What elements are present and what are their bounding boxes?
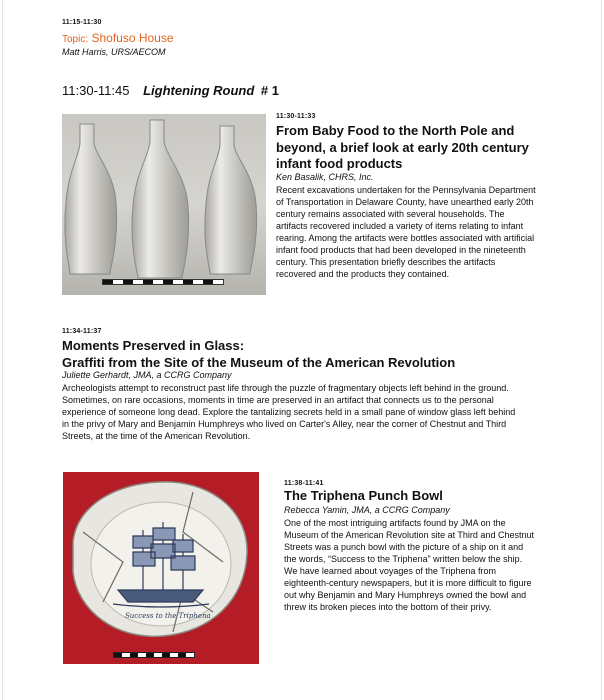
abstract-line: rearing. Among the artifacts were bottles associated with artificial: [276, 233, 535, 243]
punch-bowl-photo: [63, 472, 259, 664]
right-frame-line: [601, 0, 602, 700]
talk3-time: 11:38-11:41: [284, 480, 324, 487]
bottle-right: [205, 126, 257, 274]
abstract-line: Sometimes, on rare occasions, moments in time are preserved in an artifact that connects us to the personal: [62, 395, 494, 405]
abstract-line: Archeologists attempt to reconstruct past life through the puzzle of fragmentary objects left behind in the ground.: [62, 383, 509, 393]
abstract-line: century remains associated with several households. The: [276, 209, 505, 219]
talk3-abstract: [284, 517, 596, 613]
topic-label: Topic:: [62, 34, 89, 45]
topic-name: Shofuso House: [91, 31, 174, 45]
talk2-time: 11:34-11:37: [62, 328, 102, 335]
abstract-line: Streets, at the time of the American Revolution.: [62, 431, 251, 441]
abstract-line: out why Benjamin and Mary Humphreys owned the bowl and: [284, 590, 527, 600]
round-title: Lightening Round: [143, 83, 255, 98]
abstract-line: infant food products that had been developed in the nineteenth: [276, 245, 526, 255]
abstract-line: Recent excavations undertaken for the Pennsylvania Department: [276, 185, 536, 195]
talk1-title-line: From Baby Food to the North Pole and: [276, 123, 515, 138]
abstract-line: eighteenth-century newspapers, but it is more difficult to figure: [284, 578, 532, 588]
session-speaker: Matt Harris, URS/AECOM: [62, 47, 166, 57]
bowl-inscription: Success to the Triphena: [125, 612, 211, 620]
session-topic: [62, 31, 174, 45]
abstract-line: Museum of the American Revolution site at Third and Chestnut: [284, 530, 534, 540]
abstract-line: the words, “Success to the Triphena” written below the ship.: [284, 554, 523, 564]
abstract-line: in the privy of Mary and Benjamin Humphreys who lived on Carter's Alley, near the corner of Chestnut and Third: [62, 419, 507, 429]
abstract-line: One of the most intriguing artifacts found by JMA on the: [284, 518, 506, 528]
talk1-time: 11:30-11:33: [276, 113, 316, 120]
talk1-speaker: Ken Basalik, CHRS, Inc.: [276, 172, 374, 182]
talk2-abstract: [62, 382, 597, 442]
round-heading: [62, 83, 279, 98]
abstract-line: We have learned about voyages of the Triphena from: [284, 566, 496, 576]
session-time: 11:15-11:30: [62, 19, 102, 26]
talk2-speaker: Juliette Gerhardt, JMA, a CCRG Company: [62, 370, 232, 380]
talk1-title-line: beyond, a brief look at early 20th century: [276, 139, 529, 155]
talk3-speaker: Rebecca Yamin, JMA, a CCRG Company: [284, 505, 450, 515]
bottles-photo: [62, 114, 266, 295]
talk2-title: [62, 338, 592, 371]
bottle-middle: [132, 120, 189, 278]
talk3-title: The Triphena Punch Bowl: [284, 488, 443, 503]
left-frame-line: [2, 0, 3, 700]
abstract-line: century. This presentation briefly describes the artifacts: [276, 257, 496, 267]
abstract-line: threw its broken pieces into the bottom of their privy.: [284, 602, 492, 612]
abstract-line: Streets was a punch bowl with the picture of a ship on it and: [284, 542, 524, 552]
scale-bar: [113, 652, 195, 658]
round-time: 11:30-11:45: [62, 83, 130, 98]
abstract-line: of Transportation in Delaware County, have unearthed early 20th: [276, 197, 534, 207]
abstract-line: artifacts recovered included a variety of items relating to infant: [276, 221, 524, 231]
talk2-title-line: Moments Preserved in Glass:: [62, 338, 245, 353]
scale-bar: [102, 279, 224, 285]
abstract-line: experience of someone long dead. Explore the tantalizing secrets held in a small pane of window glass left behind: [62, 407, 516, 417]
abstract-line: recovered and the products they contained.: [276, 269, 450, 279]
talk1-abstract: [276, 184, 596, 280]
talk2-title-line: Graffiti from the Site of the Museum of the American Revolution: [62, 354, 456, 370]
talk1-title-line: infant food products: [276, 156, 403, 171]
bottle-left: [65, 124, 117, 274]
talk1-title: [276, 123, 596, 173]
round-number: # 1: [260, 83, 279, 98]
